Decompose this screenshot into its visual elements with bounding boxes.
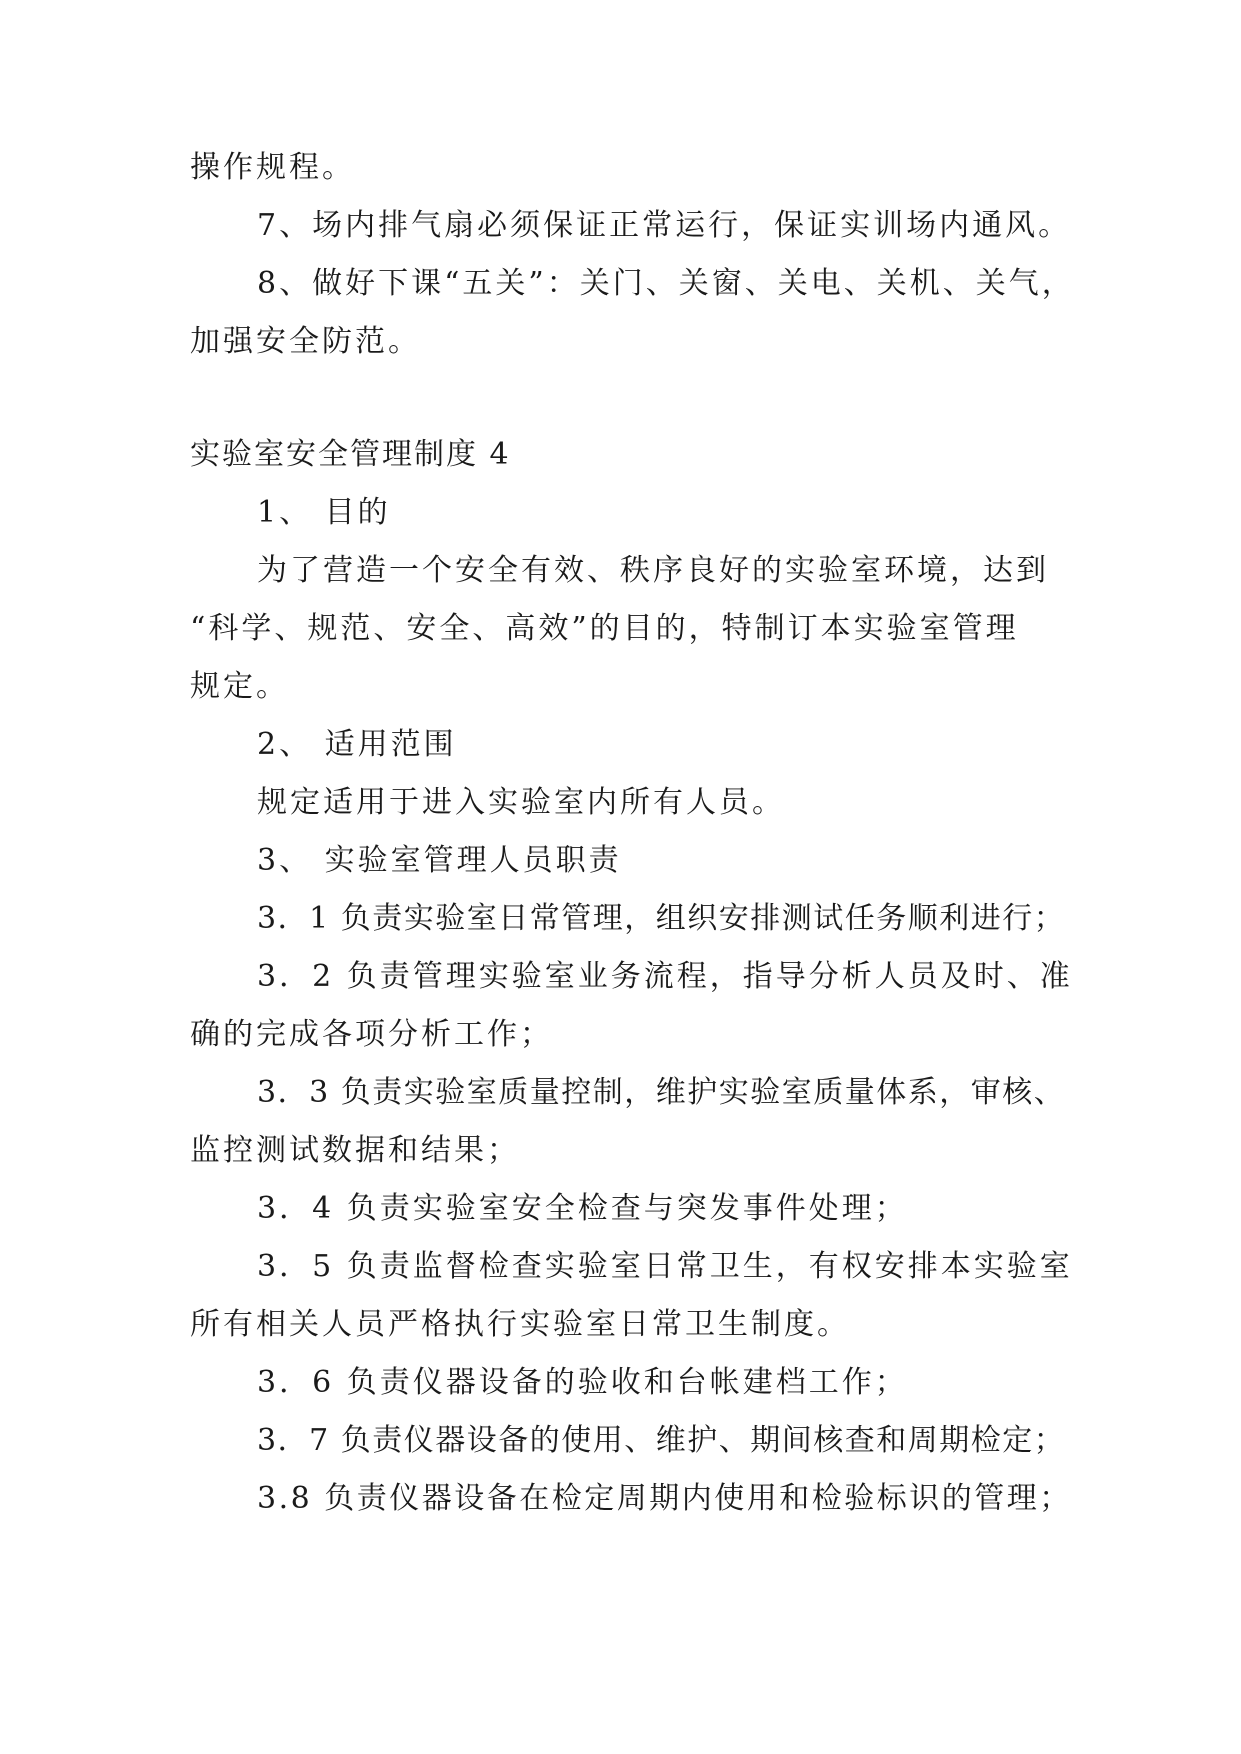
paragraph-line: 加强安全防范。 — [190, 324, 421, 359]
list-item-3-1: 3．1 负责实验室日常管理，组织安排测试任务顺利进行； — [257, 901, 1066, 936]
list-item-3-6: 3．6 负责仪器设备的验收和台帐建档工作； — [257, 1365, 908, 1400]
list-item-3-7: 3．7 负责仪器设备的使用、维护、期间核查和周期检定； — [257, 1423, 1066, 1458]
list-item-3-4: 3．4 负责实验室安全检查与突发事件处理； — [257, 1191, 908, 1226]
list-item-3-2: 3．2 负责管理实验室业务流程，指导分析人员及时、准 — [257, 959, 1073, 994]
subheading-duties: 3、 实验室管理人员职责 — [257, 843, 622, 878]
paragraph-line: 为了营造一个安全有效、秩序良好的实验室环境，达到 — [257, 553, 1049, 588]
paragraph-line: 规定适用于进入实验室内所有人员。 — [257, 785, 785, 820]
subheading-scope: 2、 适用范围 — [257, 727, 457, 762]
list-item-3-8: 3.8 负责仪器设备在检定周期内使用和检验标识的管理； — [257, 1481, 1072, 1516]
paragraph-line: 规定。 — [190, 669, 289, 704]
subheading-purpose: 1、 目的 — [257, 495, 391, 530]
list-item-8: 8、做好下课“五关”：关门、关窗、关电、关机、关气， — [257, 266, 1075, 301]
list-item-3-3: 3．3 负责实验室质量控制，维护实验室质量体系，审核、 — [257, 1075, 1066, 1110]
list-item-7: 7、场内排气扇必须保证正常运行，保证实训场内通风。 — [257, 208, 1072, 243]
paragraph-line: 监控测试数据和结果； — [190, 1133, 520, 1168]
paragraph-line: 所有相关人员严格执行实验室日常卫生制度。 — [190, 1307, 850, 1342]
paragraph-line: 操作规程。 — [190, 150, 355, 185]
list-item-3-5: 3．5 负责监督检查实验室日常卫生，有权安排本实验室 — [257, 1249, 1073, 1284]
paragraph-line: 确的完成各项分析工作； — [190, 1017, 553, 1052]
section-title: 实验室安全管理制度 4 — [190, 437, 511, 472]
paragraph-line: “科学、规范、安全、高效”的目的，特制订本实验室管理 — [190, 611, 1019, 646]
